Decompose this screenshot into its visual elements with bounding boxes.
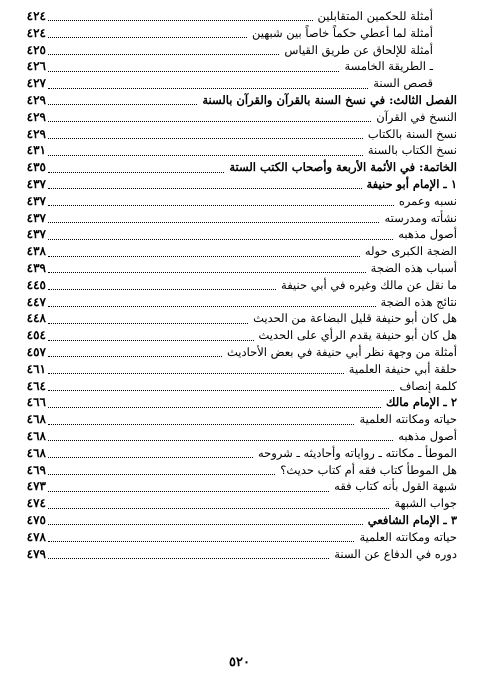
toc-entry (14, 428, 459, 445)
dot-leader (48, 515, 363, 525)
toc-entry-page: ٤٢٩ (26, 126, 46, 141)
toc-entry-page: ٤٣١ (26, 143, 46, 158)
toc-entry (14, 176, 459, 193)
toc-entry-title: الضجة الكبرى حوله (362, 243, 459, 260)
dot-leader (48, 230, 393, 240)
toc-entry (14, 42, 459, 59)
dot-leader (48, 196, 394, 206)
toc-entry-title: ١ ـ الإمام أبو حنيفة (364, 176, 459, 193)
toc-entry-title: أصول مذهبه (395, 428, 459, 445)
toc-entry (14, 142, 459, 159)
toc-entry-page: ٤٥٧ (26, 344, 46, 359)
toc-entry-title: شبهة القول بأنه كتاب فقه (331, 478, 459, 495)
dot-leader (48, 62, 339, 72)
toc-entry-page: ٤٤٨ (26, 311, 46, 326)
toc-entry (14, 109, 459, 126)
toc-entry (14, 361, 459, 378)
dot-leader (48, 499, 389, 509)
dot-leader (48, 415, 354, 425)
dot-leader (48, 448, 253, 458)
toc-entry-page: ٤٥٤ (26, 328, 46, 343)
toc-entry (14, 462, 459, 479)
toc-entry (14, 546, 459, 563)
dot-leader (48, 549, 329, 559)
dot-leader (48, 247, 360, 257)
toc-entry-page: ٤٣٧ (26, 193, 46, 208)
toc-entry-page: ٤٦٨ (26, 445, 46, 460)
toc-entry (14, 478, 459, 495)
toc-entry-title: حلقة أبي حنيفة العلمية (346, 361, 459, 378)
toc-entry-page: ٤٣٨ (26, 244, 46, 259)
toc-entry-title: أمثلة للإلحاق عن طريق القياس (281, 42, 459, 59)
toc-entry-page: ٤٧٨ (26, 529, 46, 544)
toc-entry (14, 277, 459, 294)
toc-entry-page: ٤٢٩ (26, 92, 46, 107)
toc-entry (14, 58, 459, 75)
toc-entry-title: نتائج هذه الضجة (378, 294, 460, 311)
toc-entry-page: ٤٣٧ (26, 227, 46, 242)
toc-entry-title: أسباب هذه الضجة (368, 260, 459, 277)
toc-entry-page: ٤٦٦ (26, 395, 46, 410)
dot-leader (48, 11, 313, 21)
toc-entry-title: ما نقل عن مالك وغيره في أبي حنيفة (278, 277, 459, 294)
toc-entry-page: ٤٣٥ (26, 160, 46, 175)
toc-entry (14, 529, 459, 546)
toc-entry (14, 260, 459, 277)
toc-entry-page: ٤٢٦ (26, 59, 46, 74)
toc-entry-page: ٤٧٣ (26, 479, 46, 494)
toc-entry (14, 25, 459, 42)
toc-entry-page: ٤٦٤ (26, 378, 46, 393)
toc-entry-title: الفصل الثالث: في نسخ السنة بالقرآن والقرآن بالسنة (199, 92, 459, 109)
toc-entry-page: ٤٧٩ (26, 546, 46, 561)
dot-leader (48, 465, 275, 475)
toc-entry (14, 344, 459, 361)
dot-leader (48, 79, 368, 89)
toc-entry-title: حياته ومكانته العلمية (356, 411, 459, 428)
toc-entry-title: الموطأ ـ مكانته ـ رواياته وأحاديثه ـ شروحه (255, 445, 459, 462)
toc-entry-page: ٤٦١ (26, 361, 46, 376)
toc-entry (14, 445, 459, 462)
toc-entry-page: ٤٢٩ (26, 109, 46, 124)
dot-leader (48, 95, 197, 105)
toc-entry (14, 243, 459, 260)
toc-entry-page: ٤٧٥ (26, 512, 46, 527)
toc-entry-title: أمثلة من وجهة نظر أبي حنيفة في بعض الأحاديث (224, 344, 459, 361)
toc-entry (14, 126, 459, 143)
toc-entry-page: ٤٤٥ (26, 277, 46, 292)
toc-entry-page: ٤٣٩ (26, 260, 46, 275)
toc-entry-page: ٤٢٧ (26, 76, 46, 91)
toc-entry-title: نسخ السنة بالكتاب (365, 126, 459, 143)
dot-leader (48, 129, 363, 139)
dot-leader (48, 28, 247, 38)
toc-entry-title: ٣ ـ الإمام الشافعي (365, 512, 459, 529)
table-of-contents (14, 8, 459, 562)
toc-entry (14, 327, 459, 344)
toc-entry-title: دوره في الدفاع عن السنة (331, 546, 459, 563)
toc-entry (14, 512, 459, 529)
toc-entry-title: ٢ ـ الإمام مالك (383, 394, 459, 411)
toc-entry (14, 294, 459, 311)
toc-entry-page: ٤٢٥ (26, 42, 46, 57)
toc-entry-page: ٤٦٨ (26, 412, 46, 427)
dot-leader (48, 431, 393, 441)
dot-leader (48, 314, 248, 324)
toc-entry-title: هل كان أبو حنيفة يقدم الرأي على الحديث (256, 327, 459, 344)
toc-entry-page: ٤٢٤ (26, 9, 46, 23)
toc-entry (14, 8, 459, 25)
dot-leader (48, 297, 376, 307)
toc-entry-title: هل الموطأ كتاب فقه أم كتاب حديث؟ (277, 462, 459, 479)
toc-entry-title: نسخ الكتاب بالسنة (365, 142, 459, 159)
toc-entry-title: أمثلة للحكمين المتقابلين (315, 8, 459, 25)
toc-entry-title: كلمة إنصاف (396, 378, 459, 395)
toc-entry-title: نشأته ومدرسته (381, 210, 459, 227)
toc-entry-page: ٤٤٧ (26, 294, 46, 309)
toc-entry-title: حياته ومكانته العلمية (356, 529, 459, 546)
toc-entry (14, 159, 459, 176)
toc-entry-title: نسبه وعمره (396, 193, 459, 210)
toc-entry-page: ٤٢٤ (26, 25, 46, 40)
toc-entry-title: النسخ في القرآن (373, 109, 459, 126)
toc-entry (14, 394, 459, 411)
dot-leader (48, 263, 366, 273)
toc-entry (14, 193, 459, 210)
dot-leader (48, 331, 254, 341)
toc-entry-title: الخاتمة: في الأئمة الأربعة وأصحاب الكتب الستة (226, 159, 459, 176)
dot-leader (48, 112, 371, 122)
toc-entry-title: ـ الطريقة الخامسة (341, 58, 459, 75)
toc-entry-page: ٤٦٩ (26, 462, 46, 477)
dot-leader (48, 45, 279, 55)
toc-entry (14, 411, 459, 428)
dot-leader (48, 364, 344, 374)
toc-entry (14, 92, 459, 109)
toc-entry-page: ٤٦٨ (26, 428, 46, 443)
toc-entry-title: قصص السنة (370, 75, 459, 92)
dot-leader (48, 482, 329, 492)
toc-entry-page: ٤٧٤ (26, 496, 46, 511)
dot-leader (48, 179, 362, 189)
dot-leader (48, 280, 276, 290)
toc-entry (14, 75, 459, 92)
dot-leader (48, 381, 394, 391)
dot-leader (48, 398, 381, 408)
toc-entry (14, 378, 459, 395)
toc-entry (14, 310, 459, 327)
dot-leader (48, 163, 224, 173)
toc-entry (14, 495, 459, 512)
toc-entry-title: جواب الشبهة (391, 495, 459, 512)
dot-leader (48, 146, 363, 156)
dot-leader (48, 347, 222, 357)
toc-entry-title: أصول مذهبه (395, 226, 459, 243)
dot-leader (48, 213, 379, 223)
toc-entry-page: ٤٣٧ (26, 176, 46, 191)
toc-entry-title: أمثلة لما أعطي حكماً خاصاً بين شبهين (249, 25, 459, 42)
toc-entry-page: ٤٣٧ (26, 210, 46, 225)
page-number-footer: ٥٢٠ (229, 655, 250, 670)
toc-entry (14, 210, 459, 227)
toc-entry (14, 226, 459, 243)
dot-leader (48, 532, 354, 542)
toc-entry-title: هل كان أبو حنيفة قليل البضاعة من الحديث (250, 310, 459, 327)
